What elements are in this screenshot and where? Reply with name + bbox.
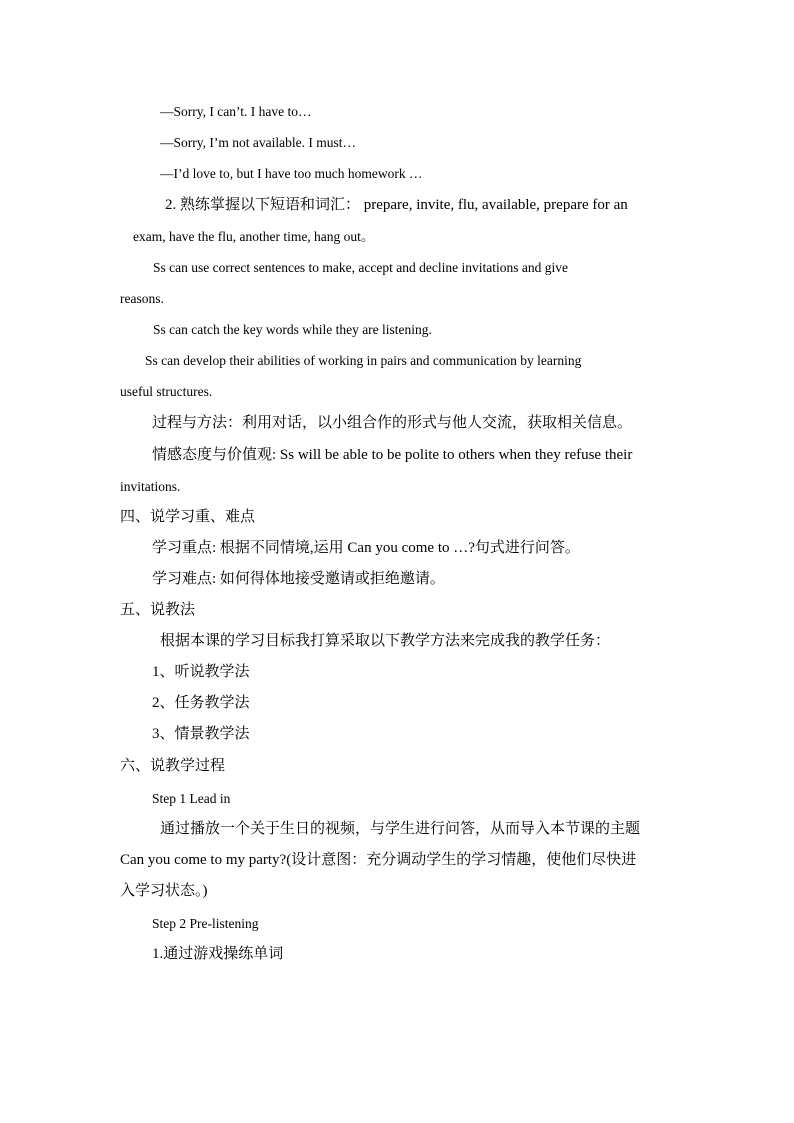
method-item-3: 3、情景教学法 [152,726,250,742]
objective-1: Ss can use correct sentences to make, accept and decline invitations and give [153,260,568,275]
step-1-text-end: 入学习状态。) [120,883,208,899]
objective-3-cont: useful structures. [120,384,213,399]
step-2-heading: Step 2 Pre-listening [152,916,259,931]
section-heading-4: 四、说学习重、难点 [120,509,256,525]
teaching-method-intro: 根据本课的学习目标我打算采取以下教学方法来完成我的教学任务： [160,633,611,649]
vocab-item-cont: exam, have the flu, another time, hang out。 [133,229,375,244]
difficult-point: 学习难点: 如何得体地接受邀请或拒绝邀请。 [152,571,445,587]
key-point: 学习重点: 根据不同情境,运用 Can you come to …?句式进行问答。 [152,540,580,556]
emotion-attitude-cont: invitations. [120,479,181,494]
step-2-item-1: 1.通过游戏操练单词 [152,946,284,962]
emotion-attitude: 情感态度与价值观: Ss will be able to be polite to others when they refuse their [152,447,633,463]
objective-3: Ss can develop their abilities of working in pairs and communication by learning [145,353,582,368]
objective-1-cont: reasons. [120,291,164,306]
objective-2: Ss can catch the key words while they are listening. [153,322,432,337]
dialogue-line-1: —Sorry, I can’t. I have to… [160,104,312,119]
step-1-text: 通过播放一个关于生日的视频，与学生进行问答，从而导入本节课的主题 [160,821,641,837]
section-heading-5: 五、说教法 [120,602,196,618]
process-method: 过程与方法：利用对话，以小组合作的形式与他人交流，获取相关信息。 [152,415,633,431]
vocab-item: 2. 熟练掌握以下短语和词汇： prepare, invite, flu, available, prepare for an [165,197,628,213]
dialogue-line-3: —I’d love to, but I have too much homework … [160,166,423,181]
step-1-heading: Step 1 Lead in [152,791,231,806]
step-1-text-cont: Can you come to my party?(设计意图：充分调动学生的学习情趣，使他们尽快进 [120,852,637,868]
method-item-2: 2、任务教学法 [152,695,250,711]
method-item-1: 1、听说教学法 [152,664,250,680]
section-heading-6: 六、说教学过程 [120,758,226,774]
dialogue-line-2: —Sorry, I’m not available. I must… [160,135,356,150]
